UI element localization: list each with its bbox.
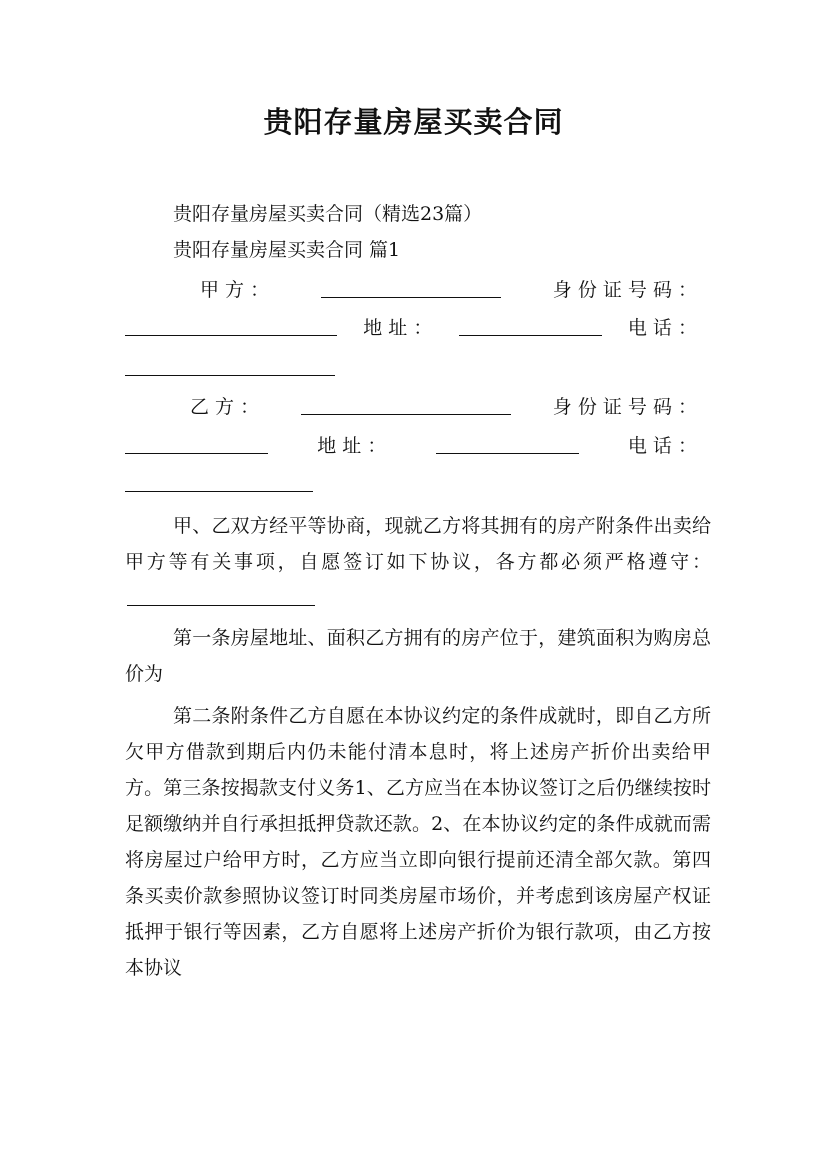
party-b-label: 乙 方 ：: [190, 396, 260, 418]
party-b-name-blank: [301, 392, 511, 415]
party-a-line-2: [125, 310, 697, 346]
document-subtitle: 贵阳存量房屋买卖合同（精选23篇）: [173, 203, 483, 225]
party-a-address-blank: [459, 313, 602, 336]
article-1-paragraph: 第一条房屋地址、面积乙方拥有的房产位于，建筑面积为购房总价为: [125, 627, 711, 685]
party-b-phone-label: 电 话 ：: [627, 435, 697, 457]
party-a-id-label: 身 份 证 号 码 ：: [552, 279, 697, 301]
section-heading: 贵阳存量房屋买卖合同 篇1: [173, 239, 401, 261]
article-2-paragraph: 第二条附条件乙方自愿在本协议约定的条件成就时，即自乙方所欠甲方借款到期后内仍未能付清本息时，将上述房产折价出卖给甲方。第三条按揭款支付义务1、乙方应当在本协议签订之后仍继续按时足额缴纳并自行承担抵押贷款还款。2、在本协议约定的条件成就而需将房屋过户给甲方时，乙方应当立即向银行提前还清全部欠款。第四条买卖价款参照协议签订时同类房屋市场价，并考虑到该房屋产权证抵押于银行等因素，乙方自愿将上述房产折价为银行款项，由乙方按本协议: [125, 705, 711, 979]
document-title: 贵阳存量房屋买卖合同: [263, 105, 564, 139]
party-a-address-label: 地 址 ：: [363, 317, 433, 339]
party-a-phone-label: 电 话 ：: [627, 317, 697, 339]
party-b-line-3: [125, 466, 697, 502]
party-b-line-2: [125, 428, 697, 464]
party-b-address-blank: [436, 431, 579, 454]
party-b-line-1: [190, 389, 697, 425]
party-a-label: 甲 方 ：: [200, 279, 270, 301]
party-b-phone-blank: [125, 469, 313, 492]
party-a-line-3: [125, 350, 697, 386]
party-a-phone-blank: [125, 353, 335, 376]
intro-text: 甲、乙双方经平等协商，现就乙方将其拥有的房产附条件出卖给甲方等有关事项，自愿签订如下协议，各方都必须严格遵守：: [125, 515, 711, 573]
intro-signature-blank: [127, 583, 315, 606]
party-a-id-blank: [125, 313, 337, 336]
party-b-address-label: 地 址 ：: [317, 435, 387, 457]
party-a-line-1: [200, 272, 697, 308]
intro-paragraph: [125, 508, 711, 616]
party-b-id-label: 身 份 证 号 码 ：: [552, 396, 697, 418]
party-a-name-blank: [321, 275, 501, 298]
party-b-id-blank: [125, 431, 268, 454]
